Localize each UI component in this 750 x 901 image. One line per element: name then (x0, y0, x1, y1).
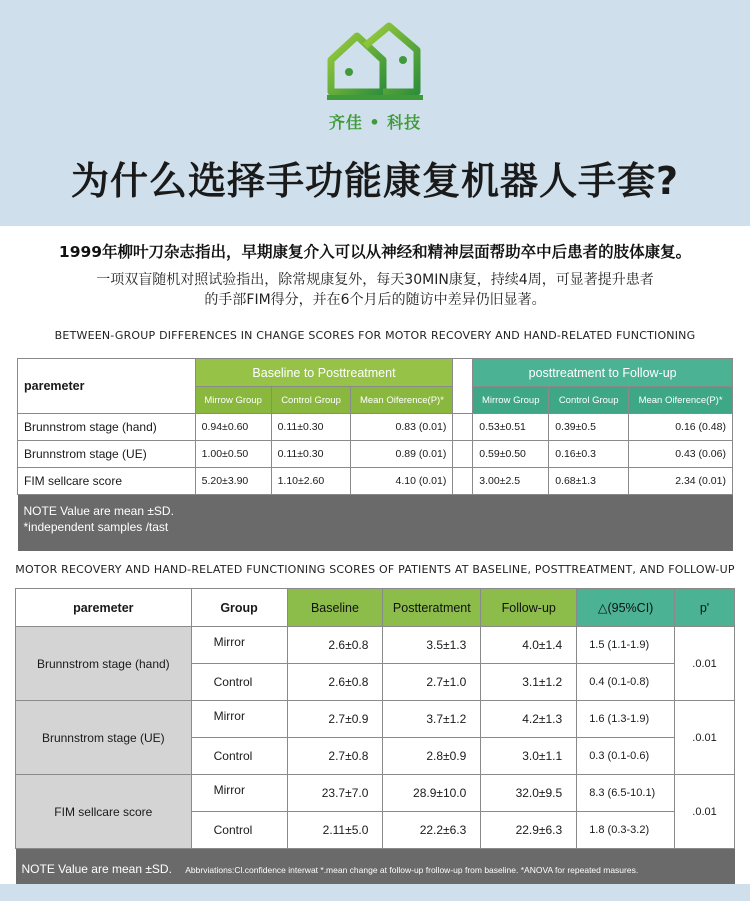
header-posttreatment: Postteratment (383, 589, 481, 627)
column-gap (453, 468, 473, 495)
cell: 4.0±1.4 (481, 627, 577, 664)
cell: 0.11±0.30 (271, 441, 351, 468)
param-name: Brunnstrom stage (UE) (16, 701, 192, 775)
cell: 0.53±0.51 (473, 414, 549, 441)
cell: 1.5 (1.1-1.9) (577, 627, 675, 664)
row-label: FIM sellcare score (18, 468, 196, 495)
cell: 5.20±3.90 (195, 468, 271, 495)
group-header-baseline-post: Baseline to Posttreatment (195, 359, 453, 387)
table-row (16, 627, 735, 664)
intro-body-line: 一项双盲随机对照试验指出，除常规康复外，每天30MIN康复，持续4周，可显著提升患者 (96, 272, 654, 288)
cell: 2.11±5.0 (287, 812, 383, 849)
column-gap (453, 441, 473, 468)
subheader: Mean Oiference(P)* (351, 387, 453, 414)
cell: 8.3 (6.5-10.1) (577, 775, 675, 812)
table-row (16, 701, 735, 738)
param-name: FIM sellcare score (16, 775, 192, 849)
group-name: Control (191, 812, 287, 849)
cell: 1.8 (0.3-3.2) (577, 812, 675, 849)
cell: 0.68±1.3 (549, 468, 629, 495)
cell: 3.7±1.2 (383, 701, 481, 738)
cell: 2.7±0.9 (287, 701, 383, 738)
cell: 3.1±1.2 (481, 664, 577, 701)
table1-caption: BETWEEN-GROUP DIFFERENCES IN CHANGE SCORES FOR MOTOR RECOVERY AND HAND-RELATED FUNCTIONING (54, 329, 696, 342)
group-name: Control (191, 738, 287, 775)
table1-note (18, 495, 733, 551)
cell: 0.89 (0.01) (351, 441, 453, 468)
param-name: Brunnstrom stage (hand) (16, 627, 192, 701)
header-follow-up: Follow-up (481, 589, 577, 627)
table2-caption: MOTOR RECOVERY AND HAND-RELATED FUNCTIONING SCORES OF PATIENTS AT BASELINE, POSTTREATMENT, AND FOLLOW-UP (15, 563, 735, 576)
note-text: NOTE Value are mean ±SD. (21, 861, 172, 876)
p-value: .0.01 (675, 775, 735, 849)
cell: 0.11±0.30 (271, 414, 351, 441)
subheader: Control Group (549, 387, 629, 414)
table-row (18, 414, 733, 441)
column-gap (453, 414, 473, 441)
table-row (18, 468, 733, 495)
intro-body-line: 的手部FIM得分，并在6个月后的随访中差异仍旧显著。 (204, 292, 546, 308)
cell: 2.34 (0.01) (629, 468, 733, 495)
cell: 0.16±0.3 (549, 441, 629, 468)
column-gap (453, 359, 473, 414)
intro-body (0, 270, 750, 310)
cell: 0.39±0.5 (549, 414, 629, 441)
footer-band (0, 884, 750, 901)
cell: 0.94±0.60 (195, 414, 271, 441)
header-baseline: Baseline (287, 589, 383, 627)
row-label: Brunnstrom stage (UE) (18, 441, 196, 468)
group-name: Mirror (191, 775, 287, 812)
header-group: Group (191, 589, 287, 627)
table2-note (16, 849, 735, 889)
cell: 0.3 (0.1-0.6) (577, 738, 675, 775)
cell: 3.00±2.5 (473, 468, 549, 495)
logo-house-icon (325, 22, 425, 102)
abbreviations-text: Abbrviations:Cl.confidence interwat *.mean change at follow-up frollow-up from baseline. *ANOVA for repeated masures. (185, 864, 639, 875)
cell: 22.9±6.3 (481, 812, 577, 849)
cell: 2.6±0.8 (287, 664, 383, 701)
group-header-post-follow: posttreatment to Follow-up (473, 359, 733, 387)
subheader: Mirrow Group (195, 387, 271, 414)
cell: 28.9±10.0 (383, 775, 481, 812)
subheader: Control Group (271, 387, 351, 414)
cell: 0.83 (0.01) (351, 414, 453, 441)
intro-headline: 1999年柳叶刀杂志指出，早期康复介入可以从神经和精神层面帮助卒中后患者的肢体康复。 (58, 243, 692, 261)
cell: 2.8±0.9 (383, 738, 481, 775)
param-header: paremeter (18, 359, 196, 414)
cell: 3.0±1.1 (481, 738, 577, 775)
cell: 1.6 (1.3-1.9) (577, 701, 675, 738)
subheader: Mirrow Group (473, 387, 549, 414)
cell: 23.7±7.0 (287, 775, 383, 812)
cell: 4.2±1.3 (481, 701, 577, 738)
cell: 22.2±6.3 (383, 812, 481, 849)
p-value: .0.01 (675, 627, 735, 701)
table-row (18, 441, 733, 468)
cell: 3.5±1.3 (383, 627, 481, 664)
cell: 2.7±0.8 (287, 738, 383, 775)
cell: 0.43 (0.06) (629, 441, 733, 468)
brand-name: 齐佳 • 科技 (328, 113, 422, 132)
cell: 1.00±0.50 (195, 441, 271, 468)
group-name: Mirror (191, 627, 287, 664)
row-label: Brunnstrom stage (hand) (18, 414, 196, 441)
table-row (16, 775, 735, 812)
cell: 4.10 (0.01) (351, 468, 453, 495)
note-line: *independent samples /tast (23, 520, 169, 534)
cell: 0.4 (0.1-0.8) (577, 664, 675, 701)
cell: 32.0±9.5 (481, 775, 577, 812)
p-value: .0.01 (675, 701, 735, 775)
cell: 0.16 (0.48) (629, 414, 733, 441)
cell: 2.6±0.8 (287, 627, 383, 664)
note-line: NOTE Value are mean ±SD. (23, 504, 174, 518)
header-ci: △(95%CI) (577, 589, 675, 627)
change-scores-table (17, 358, 733, 551)
scores-table (15, 588, 735, 889)
group-name: Mirror (191, 701, 287, 738)
page-title: 为什么选择手功能康复机器人手套? (70, 159, 680, 203)
subheader: Mean Oiference(P)* (629, 387, 733, 414)
cell: 2.7±1.0 (383, 664, 481, 701)
cell: 1.10±2.60 (271, 468, 351, 495)
header-parameter: paremeter (16, 589, 192, 627)
cell: 0.59±0.50 (473, 441, 549, 468)
header-p: p' (675, 589, 735, 627)
group-name: Control (191, 664, 287, 701)
